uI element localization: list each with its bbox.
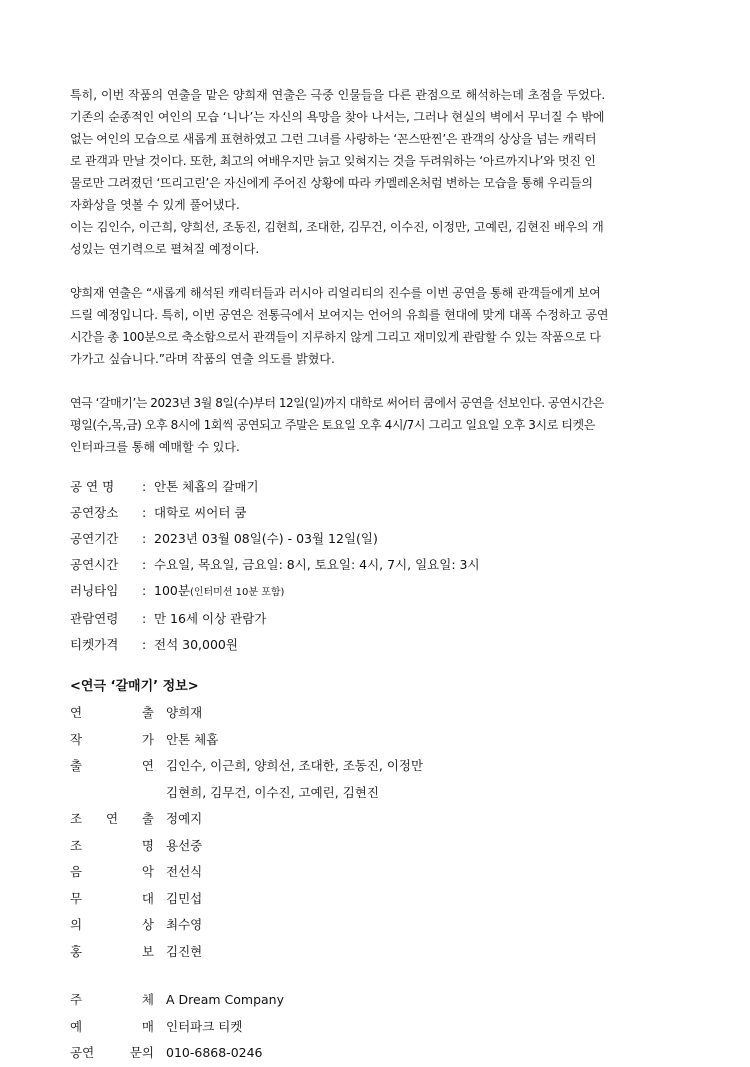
- info-value: 만 16세 이상 관람가: [154, 611, 267, 626]
- text-line: 평일(수,목,금) 오후 8시에 1회씩 공연되고 주말은 토요일 오후 4시/7시 그리고 일요일 오후 3시로 티켓은: [70, 418, 595, 432]
- credit-label: 무: [70, 890, 83, 906]
- credit-label: 출: [141, 811, 154, 826]
- info-note: (인터미션 10분 포함): [189, 587, 285, 598]
- text-line: 인터파크를 통해 예매할 수 있다.: [70, 440, 240, 454]
- info-label: 공연기간: [70, 531, 119, 546]
- paragraph-cast: [70, 216, 682, 260]
- press-release-page: [70, 84, 682, 1067]
- contact-list: [70, 987, 682, 1067]
- credit-label: 대: [141, 890, 154, 906]
- contact-label: 체: [141, 992, 154, 1007]
- credit-label: 가: [141, 731, 154, 747]
- contact-row: [70, 987, 682, 1014]
- contact-value: 인터파크 티켓: [166, 1018, 243, 1034]
- contact-label: 공연: [70, 1045, 95, 1060]
- credit-label: 출: [70, 758, 83, 773]
- text-line: 물로만 그려졌던 ‘뜨리고린’은 자신에게 주어진 상황에 따라 카멜레온처럼 변하는 모습을 통해 우리들의: [70, 176, 593, 190]
- text-line: 연극 ‘갈매기’는 2023년 3월 8일(수)부터 12일(일)까지 대학로 써어터 쿰에서 공연을 선보인다. 공연시간은: [70, 396, 604, 410]
- spacer: [70, 965, 682, 987]
- credit-label: 연: [70, 705, 83, 720]
- credit-label: 의: [70, 917, 83, 932]
- credit-value: 김현희, 김무건, 이수진, 고예린, 김현진: [166, 784, 379, 800]
- text-line: 로 관객과 만날 것이다. 또한, 최고의 여배우지만 늙고 잊혀지는 것을 두려워하는 ‘아르까지나’와 멋진 인: [70, 154, 596, 168]
- paragraph-direction-intent: [70, 84, 682, 216]
- info-value: 수요일, 목요일, 금요일: 8시, 토요일: 4시, 7시, 일요일: 3시: [154, 557, 480, 572]
- info-venue-row: 공연장소 : 대학로 씨어터 쿰: [70, 500, 682, 526]
- credit-label: 조: [70, 837, 83, 853]
- credit-value: 김진현: [166, 943, 203, 959]
- text-line: 양희재 연출은 “새롭게 해석된 캐릭터들과 러시아 리얼리티의 진수를 이번 공연을 통해 관객들에게 보여: [70, 286, 601, 300]
- credit-value: 김인수, 이근희, 양희선, 조대한, 조동진, 이정만: [166, 758, 424, 773]
- spacer: [70, 458, 682, 474]
- contact-value: A Dream Company: [166, 992, 284, 1007]
- credit-row: [70, 886, 682, 913]
- contact-label: 예: [70, 1018, 83, 1034]
- paragraph-director-quote: [70, 282, 682, 370]
- contact-row: [70, 1014, 682, 1041]
- credit-label: 연: [105, 811, 119, 826]
- credit-label: 명: [141, 837, 154, 853]
- credit-label: 음: [70, 864, 83, 879]
- text-line: 가가고 싶습니다.”라며 작품의 연출 의도를 밝혔다.: [70, 352, 335, 366]
- text-line: 이는 김인수, 이근희, 양희선, 조동진, 김현희, 조대한, 김무건, 이수진, 이정만, 고예린, 김현진 배우의 개: [70, 220, 604, 234]
- credit-label: 악: [141, 864, 154, 879]
- text-line: 드릴 예정입니다. 특히, 이번 공연은 전통극에서 보여지는 언어의 유희를 현대에 맞게 대폭 수정하고 공연: [70, 308, 609, 322]
- credit-label: 상: [141, 917, 154, 932]
- text-line: 없는 여인의 모습으로 새롭게 표현하였고 그런 그녀를 사랑하는 ‘꼰스딴찐’은 관객의 상상을 넘는 캐릭터: [70, 132, 597, 146]
- credit-row: [70, 833, 682, 860]
- credit-value: 전선식: [166, 864, 203, 879]
- text-line: 자화상을 엿볼 수 있게 풀어냈다.: [70, 198, 240, 212]
- credit-row: [70, 727, 682, 754]
- info-price-row: 티켓가격 : 전석 30,000원: [70, 632, 682, 658]
- info-value: 100분: [154, 583, 190, 598]
- info-value: 2023년 03월 08일(수) - 03월 12일(일): [154, 531, 378, 546]
- credit-row: [70, 859, 682, 886]
- performance-info-list: [70, 474, 682, 658]
- info-label: 관람연령: [70, 611, 119, 626]
- credit-label: 출: [141, 705, 154, 720]
- spacer: [70, 658, 682, 674]
- credit-value: 김민섭: [166, 890, 203, 906]
- spacer: [70, 370, 682, 392]
- info-title-row: 공 연 명 : 안톤 체홉의 갈매기: [70, 474, 682, 500]
- credit-row: [70, 939, 682, 966]
- credit-value: 양희재: [166, 705, 203, 720]
- contact-row: [70, 1040, 682, 1067]
- info-runtime-row: 러닝타임 : 100분(인터미션 10분 포함): [70, 578, 682, 606]
- info-times-row: 공연시간 : 수요일, 목요일, 금요일: 8시, 토요일: 4시, 7시, 일요일: 3시: [70, 552, 682, 578]
- info-value: 안톤 체홉의 갈매기: [154, 479, 259, 494]
- contact-label: 문의: [129, 1045, 154, 1060]
- info-label: 공연시간: [70, 557, 119, 572]
- credit-row: [70, 806, 682, 833]
- credit-label: 작: [70, 731, 83, 747]
- credit-row-cast: [70, 753, 682, 806]
- info-period-row: 공연기간 : 2023년 03월 08일(수) - 03월 12일(일): [70, 526, 682, 552]
- credit-value: 최수영: [166, 917, 203, 932]
- text-line: 기존의 순종적인 여인의 모습 ‘니나’는 자신의 욕망을 찾아 나서는, 그러나 현실의 벽에서 무너질 수 밖에: [70, 110, 605, 124]
- credit-label: 연: [141, 758, 154, 773]
- spacer: [70, 260, 682, 282]
- text-line: 특히, 이번 작품의 연출을 맡은 양희재 연출은 극중 인물들을 다른 관점으로 해석하는데 초점을 두었다.: [70, 88, 606, 102]
- info-value: 전석 30,000원: [154, 637, 238, 652]
- credit-row: [70, 912, 682, 939]
- credit-value: 용선중: [166, 837, 203, 853]
- section-title: <연극 ‘갈매기’ 정보>: [70, 679, 199, 694]
- info-label: 공연장소: [70, 505, 119, 520]
- text-line: 성있는 연기력으로 펼쳐질 예정이다.: [70, 242, 260, 256]
- contact-value: 010-6868-0246: [166, 1045, 263, 1060]
- info-value: 대학로 씨어터 쿰: [154, 505, 247, 520]
- credit-value: 정예지: [166, 811, 203, 826]
- credit-label: 홍: [70, 943, 83, 959]
- info-age-row: 관람연령 : 만 16세 이상 관람가: [70, 606, 682, 632]
- credits-list: [70, 700, 682, 965]
- credit-row: [70, 700, 682, 727]
- paragraph-schedule: [70, 392, 682, 458]
- contact-label: 주: [70, 992, 83, 1007]
- credit-label: 보: [141, 943, 154, 959]
- credit-label: 조: [70, 811, 83, 826]
- text-line: 시간을 총 100분으로 축소함으로서 관객들이 지루하지 않게 그리고 재미있게 관람할 수 있는 작품으로 다: [70, 330, 601, 344]
- info-label: 티켓가격: [70, 637, 119, 652]
- info-label: 공 연 명: [70, 479, 115, 494]
- info-label: 러닝타임: [70, 583, 119, 598]
- credit-value: 안톤 체홉: [166, 731, 219, 747]
- contact-label: 매: [141, 1018, 154, 1034]
